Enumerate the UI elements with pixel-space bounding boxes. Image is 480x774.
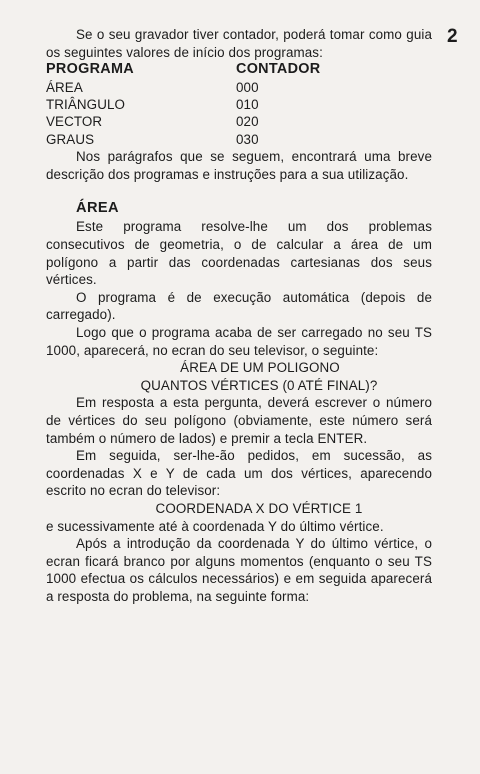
area-paragraph-2: O programa é de execução automática (depois de carregado).: [46, 289, 432, 323]
section-title-area: ÁREA: [76, 200, 119, 217]
table-cell-program: VECTOR: [46, 114, 103, 130]
page-number: 2: [447, 26, 458, 47]
screen-text-question: QUANTOS VÉRTICES (0 ATÉ FINAL)?: [140, 377, 378, 393]
document-page: [46, 26, 432, 605]
intro-paragraph: Se o seu gravador tiver contador, poderá tomar como guia os seguintes valores de início dos programas:: [46, 27, 432, 60]
area-paragraph-5: Em seguida, ser-lhe-ão pedidos, em sucessão, as coordenadas X e Y de cada um dos vértices, aparecendo escrito no ecran do televisor:: [46, 448, 432, 499]
table-cell-counter: 000: [236, 79, 259, 95]
table-header-counter: CONTADOR: [236, 61, 321, 78]
table-cell-program: TRIÂNGULO: [46, 97, 126, 112]
table-cell-counter: 020: [236, 114, 259, 130]
area-paragraph-7: Após a introdução da coordenada Y do último vértice, o ecran ficará branco por alguns momentos (enquanto o seu TS 1000 efectua os cálculos necessários) e em seguida aparecerá a resposta do problema, na seguinte forma:: [46, 536, 432, 604]
table-cell-counter: 030: [236, 131, 259, 147]
area-paragraph-3: Logo que o programa acaba de ser carregado no seu TS 1000, aparecerá, no ecran do seu televisor, o seguinte:: [46, 324, 432, 358]
screen-text-coordinate: COORDENADA X DO VÉRTICE 1: [155, 500, 363, 516]
table-cell-program: GRAUS: [46, 131, 95, 147]
area-paragraph-6: e sucessivamente até à coordenada Y do último vértice.: [46, 518, 384, 534]
table-cell-program: ÁREA: [46, 79, 83, 95]
area-paragraph-1: Este programa resolve-lhe um dos problemas consecutivos de geometria, o de calcular a área de um polígono a partir das coordenadas cartesianas dos seus vértices.: [46, 219, 432, 288]
next-paragraphs-note: Nos parágrafos que se seguem, encontrará uma breve descrição dos programas e instruções para a sua utilização.: [46, 149, 432, 182]
screen-text-title: ÁREA DE UM POLIGONO: [180, 360, 340, 376]
table-header-program: PROGRAMA: [46, 61, 134, 78]
table-cell-counter: 010: [236, 97, 259, 112]
area-paragraph-4: Em resposta a esta pergunta, deverá escrever o número de vértices do seu polígono (obviamente, este número será também o número de lados) e premir a tecla ENTER.: [46, 395, 432, 446]
program-counter-table: [46, 61, 432, 148]
